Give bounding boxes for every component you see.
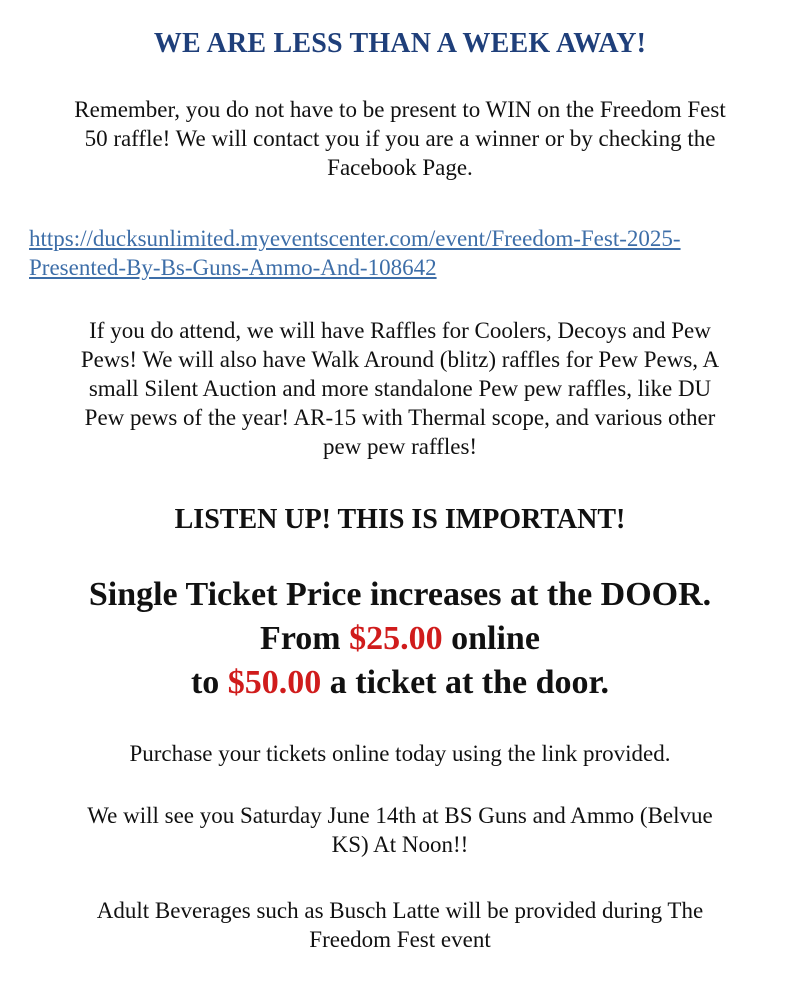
door-price: $50.00 <box>227 664 322 701</box>
intro-line-1: Remember, you do not have to be present to WIN on the Freedom Fest <box>74 97 726 122</box>
pricing-online-line <box>0 617 800 661</box>
event-details-paragraph <box>24 801 776 859</box>
event-link-line-1[interactable]: https://ducksunlimited.myeventscenter.com/event/Freedom-Fest-2025- <box>29 226 681 251</box>
pricing-headline: Single Ticket Price increases at the DOOR. <box>88 576 712 613</box>
pricing-online-suffix: online <box>442 620 540 657</box>
raffles-paragraph <box>24 316 776 461</box>
headline: WE ARE LESS THAN A WEEK AWAY! <box>153 28 647 59</box>
raffles-line-4: Pew pews of the year! AR-15 with Thermal scope, and various other <box>84 405 716 430</box>
raffles-line-1: If you do attend, we will have Raffles for Coolers, Decoys and Pew <box>89 318 711 343</box>
purchase-paragraph: Purchase your tickets online today using the link provided. <box>129 741 671 766</box>
intro-paragraph <box>24 95 776 182</box>
event-registration-link[interactable] <box>29 224 789 282</box>
pricing-door-line <box>0 661 800 705</box>
event-link-line-2[interactable]: Presented-By-Bs-Guns-Ammo-And-108642 <box>29 255 437 280</box>
event-details-line-1: We will see you Saturday June 14th at BS Guns and Ammo (Belvue <box>87 803 713 828</box>
event-details-line-2: KS) At Noon!! <box>331 832 469 857</box>
beverages-line-1: Adult Beverages such as Busch Latte will be provided during The <box>96 898 704 923</box>
raffles-line-3: small Silent Auction and more standalone Pew pew raffles, like DU <box>88 376 712 401</box>
pricing-door-prefix: to <box>190 664 228 701</box>
beverages-line-2: Freedom Fest event <box>309 927 491 952</box>
online-price: $25.00 <box>349 620 443 657</box>
pricing-door-suffix: a ticket at the door. <box>321 664 610 701</box>
beverages-paragraph <box>24 896 776 954</box>
intro-line-2: 50 raffle! We will contact you if you are a winner or by checking the <box>84 126 716 151</box>
raffles-line-5: pew pew raffles! <box>322 434 478 459</box>
raffles-line-2: Pews! We will also have Walk Around (blitz) raffles for Pew Pews, A <box>80 347 720 372</box>
listen-up-heading: LISTEN UP! THIS IS IMPORTANT! <box>174 504 626 535</box>
pricing-online-prefix: From <box>260 620 350 657</box>
intro-line-3: Facebook Page. <box>327 155 473 180</box>
